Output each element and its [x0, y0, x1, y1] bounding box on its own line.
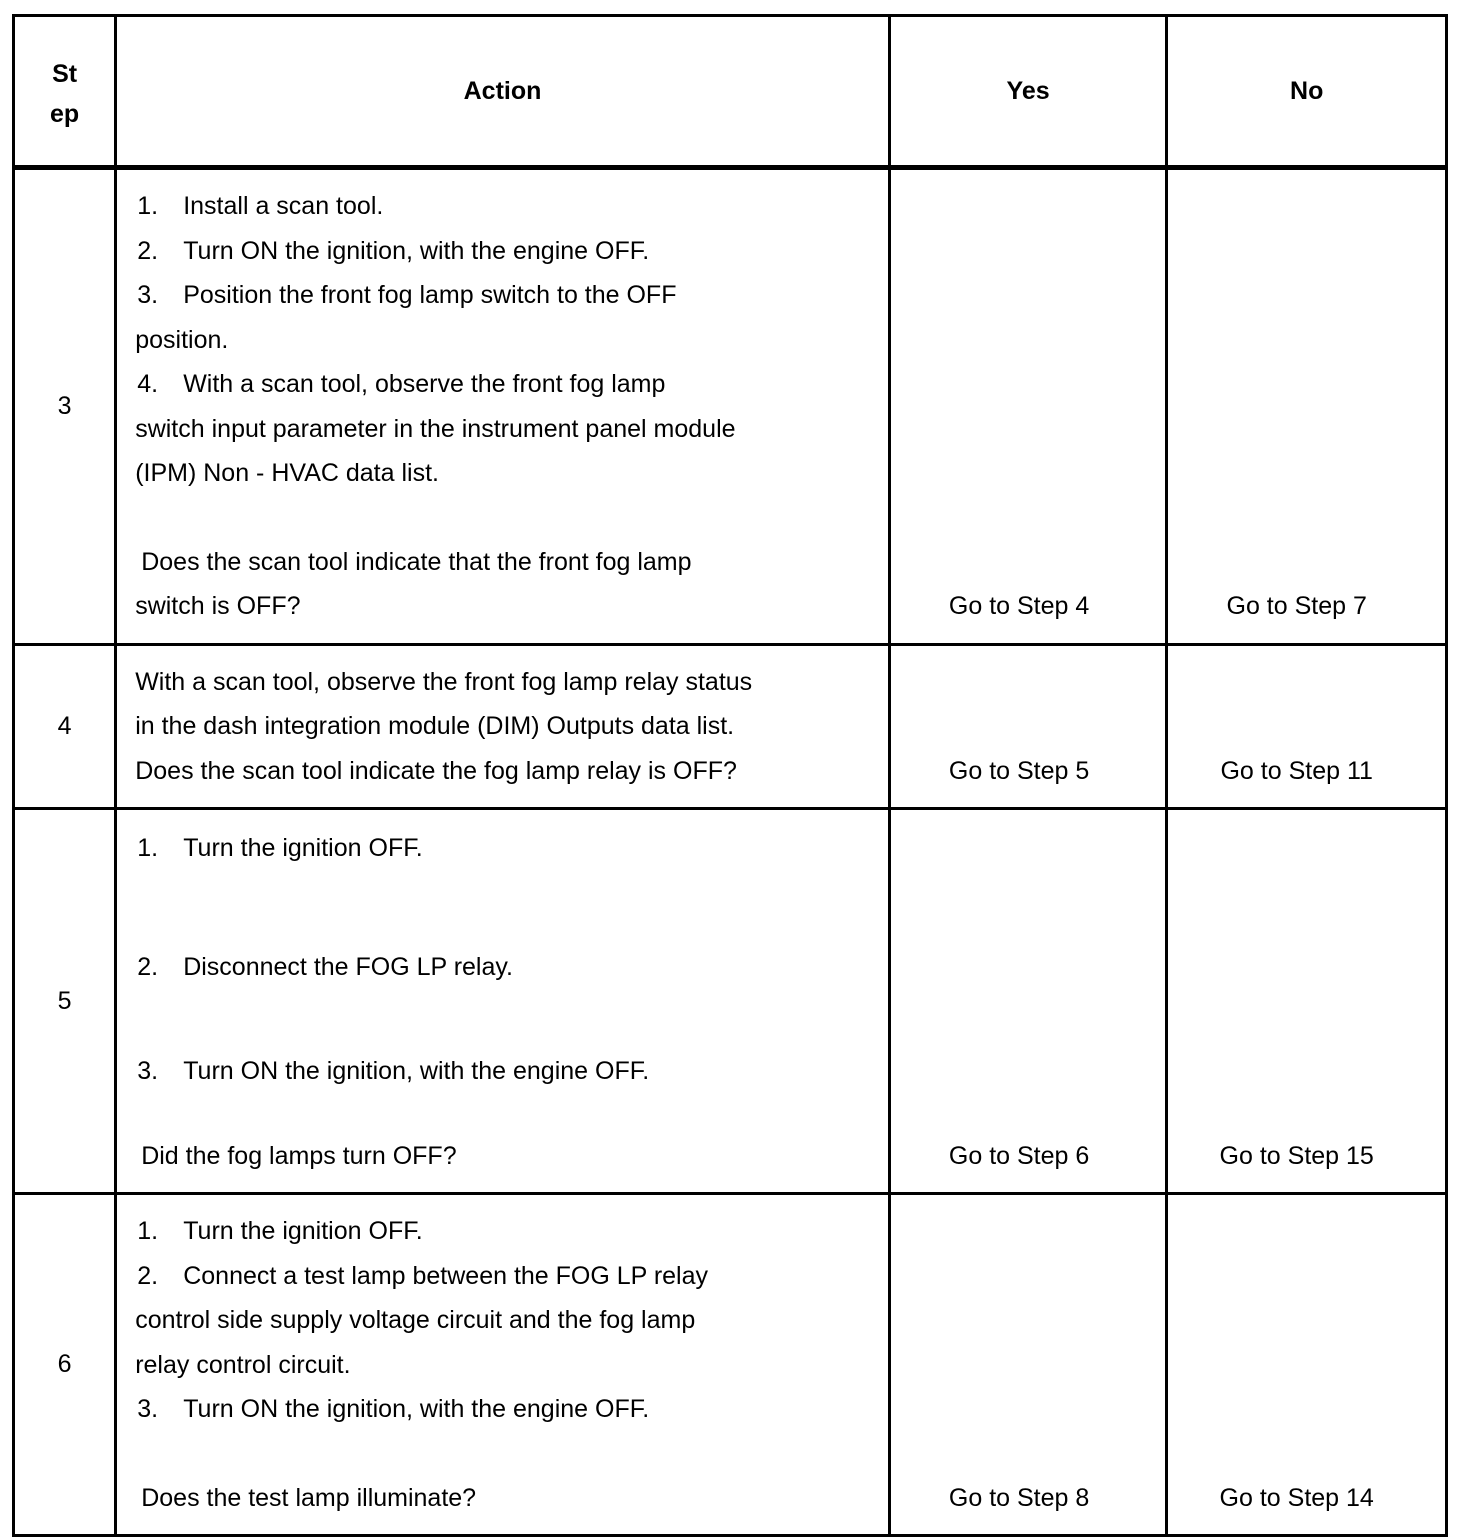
question-text: switch is OFF? — [135, 592, 301, 620]
table-row-step-3 — [14, 168, 1447, 645]
header-row — [14, 16, 1447, 168]
action-cell — [116, 168, 890, 645]
action-item: 2. Disconnect the FOG LP relay. — [137, 952, 513, 981]
no-result: Go to Step 14 — [1219, 1483, 1374, 1512]
table-row-step-4 — [14, 644, 1447, 809]
table-row-step-6 — [14, 1194, 1447, 1536]
no-result: Go to Step 7 — [1226, 592, 1367, 620]
step-number: 4 — [14, 644, 116, 809]
action-cell — [116, 809, 890, 1194]
yes-cell — [889, 644, 1167, 809]
header-action: Action — [116, 16, 890, 168]
action-item-continuation: switch input parameter in the instrument panel module — [135, 414, 736, 443]
action-item: 1. Turn the ignition OFF. — [137, 1217, 423, 1245]
diagnostic-table — [12, 14, 1448, 1537]
question-text: Does the scan tool indicate the fog lamp relay is OFF? — [135, 756, 737, 785]
action-item-continuation: position. — [135, 325, 229, 354]
action-item-continuation: control side supply voltage circuit and the fog lamp — [135, 1306, 696, 1334]
no-cell — [1167, 1194, 1447, 1536]
action-text: With a scan tool, observe the front fog lamp relay status — [135, 667, 753, 696]
header-yes: Yes — [889, 16, 1167, 168]
yes-cell — [889, 1194, 1167, 1536]
action-item: 3. Position the front fog lamp switch to the OFF — [137, 281, 677, 309]
yes-cell — [889, 168, 1167, 645]
yes-result: Go to Step 8 — [948, 1483, 1090, 1512]
question-text: Does the test lamp illuminate? — [141, 1483, 477, 1512]
action-item-continuation: (IPM) Non - HVAC data list. — [135, 459, 439, 487]
question-text: Did the fog lamps turn OFF? — [141, 1141, 457, 1170]
action-item: 1. Install a scan tool. — [137, 192, 384, 220]
header-step: St ep — [14, 16, 116, 168]
action-item-continuation: relay control circuit. — [135, 1350, 351, 1379]
action-cell — [116, 644, 890, 809]
yes-result: Go to Step 5 — [948, 756, 1090, 785]
action-item: 2. Connect a test lamp between the FOG LP relay — [137, 1261, 709, 1290]
yes-cell — [889, 809, 1167, 1194]
yes-result: Go to Step 4 — [948, 592, 1090, 620]
no-result: Go to Step 11 — [1220, 756, 1373, 785]
table-row-step-5 — [14, 809, 1447, 1194]
step-number: 6 — [14, 1194, 116, 1536]
action-item: 1. Turn the ignition OFF. — [137, 834, 423, 862]
header-no: No — [1167, 16, 1447, 168]
no-cell — [1167, 168, 1447, 645]
action-item: 4. With a scan tool, observe the front fog lamp — [137, 370, 666, 398]
step-number: 5 — [14, 809, 116, 1194]
no-cell — [1167, 644, 1447, 809]
question-text: Does the scan tool indicate that the front fog lamp — [141, 547, 692, 576]
no-cell — [1167, 809, 1447, 1194]
step-number: 3 — [14, 168, 116, 645]
action-text: in the dash integration module (DIM) Outputs data list. — [135, 712, 735, 740]
action-cell — [116, 1194, 890, 1536]
action-item: 2. Turn ON the ignition, with the engine OFF. — [137, 236, 650, 265]
action-item: 3. Turn ON the ignition, with the engine OFF. — [137, 1057, 650, 1085]
no-result: Go to Step 15 — [1219, 1141, 1374, 1170]
yes-result: Go to Step 6 — [948, 1141, 1090, 1170]
action-item: 3. Turn ON the ignition, with the engine OFF. — [137, 1395, 650, 1423]
